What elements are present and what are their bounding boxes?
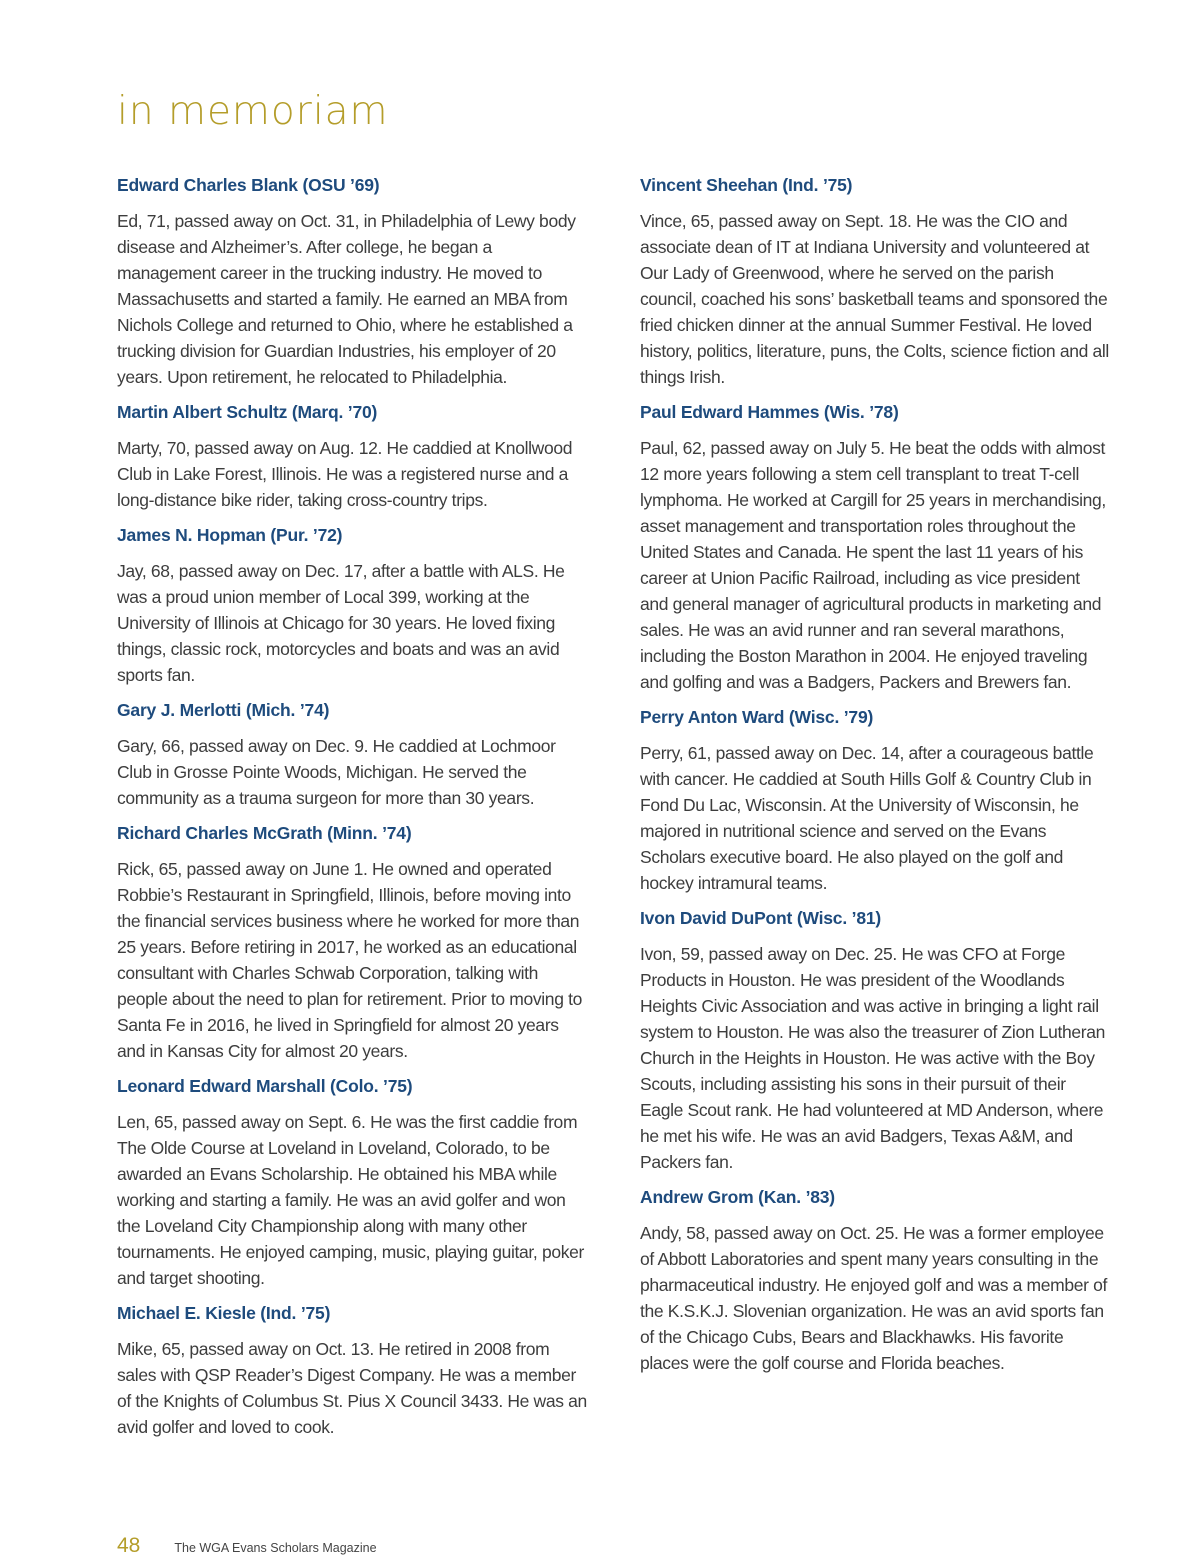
obituary-text: Perry, 61, passed away on Dec. 14, after a courageous battle with cancer. He caddied at South Hills Golf & Country Club in Fond Du Lac, Wisconsin. At the University of Wisconsin, he majored in nutritional science and served on the Evans Scholars executive board. He also played on the golf and hockey intramural teams. [640, 743, 1094, 893]
obituary-name: Edward Charles Blank (OSU ’69) [117, 175, 380, 195]
obituary-name: Vincent Sheehan (Ind. ’75) [640, 175, 853, 195]
obituary-entry [640, 1184, 1110, 1376]
magazine-name: The WGA Evans Scholars Magazine [174, 1541, 377, 1555]
obituary-text: Ivon, 59, passed away on Dec. 25. He was CFO at Forge Products in Houston. He was president of the Woodlands Heights Civic Association and was active in bringing a light rail system to Houston. He was also the treasurer of Zion Lutheran Church in the Heights in Houston. He was active with the Boy Scouts, including assisting his sons in their pursuit of their Eagle Scout rank. He had volunteered at MD Anderson, where he met his wife. He was an avid Badgers, Texas A&M, and Packers fan. [640, 944, 1106, 1172]
page-number: 48 [117, 1534, 141, 1557]
obituary-entry [117, 1300, 587, 1440]
obituary-name: Paul Edward Hammes (Wis. ’78) [640, 402, 899, 422]
page-footer [117, 1534, 377, 1558]
obituary-entry [117, 697, 587, 811]
obituary-entry [117, 172, 587, 390]
obituary-name: Richard Charles McGrath (Minn. ’74) [117, 823, 412, 843]
obituary-text: Marty, 70, passed away on Aug. 12. He caddied at Knollwood Club in Lake Forest, Illinois. He was a registered nurse and a long-distance bike rider, taking cross-country trips. [117, 438, 573, 510]
obituary-entry [640, 172, 1110, 390]
obituary-text: Len, 65, passed away on Sept. 6. He was the first caddie from The Olde Course at Loveland in Loveland, Colorado, to be awarded an Evans Scholarship. He obtained his MBA while working and starting a family. He was an avid golfer and won the Loveland City Championship along with many other tournaments. He enjoyed camping, music, playing guitar, poker and target shooting. [117, 1112, 584, 1288]
obituary-text: Andy, 58, passed away on Oct. 25. He was a former employee of Abbott Laboratories and spent many years consulting in the pharmaceutical industry. He enjoyed golf and was a member of the K.S.K.J. Slovenian organization. He was an avid sports fan of the Chicago Cubs, Bears and Blackhawks. His favorite places were the golf course and Florida beaches. [640, 1223, 1107, 1373]
obituary-entry [117, 399, 587, 513]
obituary-text: Gary, 66, passed away on Dec. 9. He caddied at Lochmoor Club in Grosse Pointe Woods, Michigan. He served the community as a trauma surgeon for more than 30 years. [117, 736, 556, 808]
obituary-text: Jay, 68, passed away on Dec. 17, after a battle with ALS. He was a proud union member of Local 399, working at the University of Illinois at Chicago for 30 years. He loved fixing things, classic rock, motorcycles and boats and was an avid sports fan. [117, 561, 565, 685]
obituary-name: Gary J. Merlotti (Mich. ’74) [117, 700, 330, 720]
obituary-name: James N. Hopman (Pur. ’72) [117, 525, 343, 545]
obituary-name: Ivon David DuPont (Wisc. ’81) [640, 908, 882, 928]
obituary-name: Leonard Edward Marshall (Colo. ’75) [117, 1076, 413, 1096]
obituary-text: Paul, 62, passed away on July 5. He beat the odds with almost 12 more years following a stem cell transplant to treat T-cell lymphoma. He worked at Cargill for 25 years in merchandising, asset management and transportation roles throughout the United States and Canada. He spent the last 11 years of his career at Union Pacific Railroad, including as vice president and general manager of agricultural products in marketing and sales. He was an avid runner and ran several marathons, including the Boston Marathon in 2004. He enjoyed traveling and golfing and was a Badgers, Packers and Brewers fan. [640, 438, 1106, 692]
page-title: in memoriam [117, 89, 389, 134]
obituary-entry [640, 399, 1110, 695]
obituary-entry [117, 820, 587, 1064]
left-column [117, 172, 587, 1440]
obituary-name: Martin Albert Schultz (Marq. ’70) [117, 402, 378, 422]
obituary-name: Michael E. Kiesle (Ind. ’75) [117, 1303, 331, 1323]
obituary-text: Mike, 65, passed away on Oct. 13. He retired in 2008 from sales with QSP Reader’s Digest Company. He was a member of the Knights of Columbus St. Pius X Council 3433. He was an avid golfer and loved to cook. [117, 1339, 587, 1437]
obituary-entry [117, 522, 587, 688]
obituary-text: Rick, 65, passed away on June 1. He owned and operated Robbie’s Restaurant in Springfield, Illinois, before moving into the financial services business where he worked for more than 25 years. Before retiring in 2017, he worked as an educational consultant with Charles Schwab Corporation, talking with people about the need to plan for retirement. Prior to moving to Santa Fe in 2016, he lived in Springfield for almost 20 years and in Kansas City for almost 20 years. [117, 859, 582, 1061]
obituary-text: Vince, 65, passed away on Sept. 18. He was the CIO and associate dean of IT at Indiana University and volunteered at Our Lady of Greenwood, where he served on the parish council, coached his sons’ basketball teams and sponsored the fried chicken dinner at the annual Summer Festival. He loved history, politics, literature, puns, the Colts, science fiction and all things Irish. [640, 211, 1109, 387]
obituary-text: Ed, 71, passed away on Oct. 31, in Philadelphia of Lewy body disease and Alzheimer’s. After college, he began a management career in the trucking industry. He moved to Massachusetts and started a family. He earned an MBA from Nichols College and returned to Ohio, where he established a trucking division for Guardian Industries, his employer of 20 years. Upon retirement, he relocated to Philadelphia. [117, 211, 576, 387]
obituary-entry [117, 1073, 587, 1291]
obituary-name: Andrew Grom (Kan. ’83) [640, 1187, 835, 1207]
obituary-entry [640, 704, 1110, 896]
right-column [640, 172, 1110, 1376]
obituary-name: Perry Anton Ward (Wisc. ’79) [640, 707, 874, 727]
obituary-entry [640, 905, 1110, 1175]
